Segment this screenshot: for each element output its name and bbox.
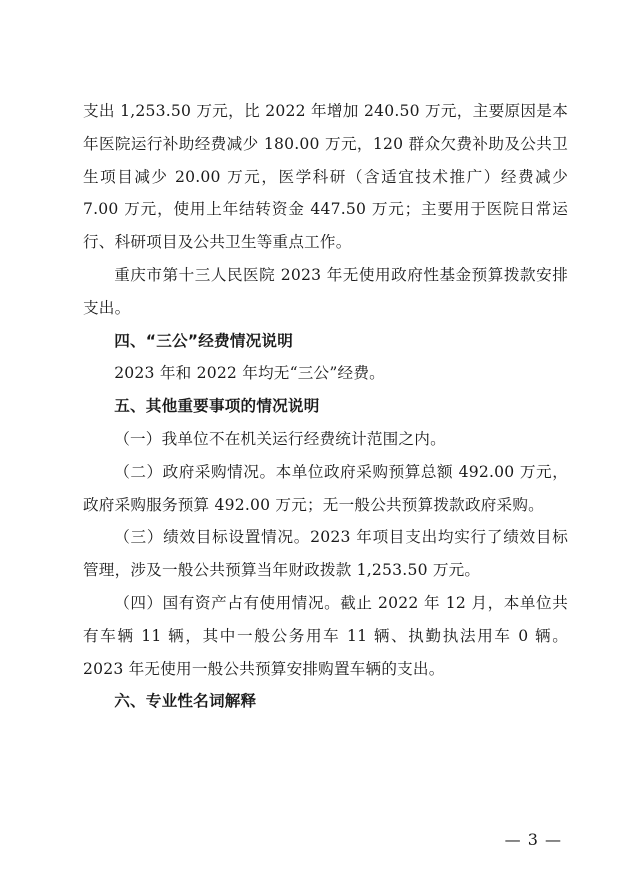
paragraph-government-procurement: （二）政府采购情况。本单位政府采购预算总额 492.00 万元，政府采购服务预算 492.00 万元；无一般公共预算拨款政府采购。 (83, 462, 568, 514)
paragraph-operating-expenses: （一）我单位不在机关运行经费统计范围之内。 (114, 429, 446, 448)
document-body (83, 95, 568, 718)
paragraph-three-public-expenses: 2023 年和 2022 年均无“三公”经费。 (114, 364, 385, 383)
heading-terminology: 六、专业性名词解释 (114, 692, 257, 711)
paragraph-state-assets: （四）国有资产占有使用情况。截止 2022 年 12 月，本单位共有车辆 11 辆，其中一般公务用车 11 辆、执勤执法用车 0 辆。2023 年无使用一般公共预算安排购置车辆的支出。 (83, 593, 568, 678)
paragraph-government-fund: 重庆市第十三人民医院 2023 年无使用政府性基金预算拨款安排支出。 (83, 265, 568, 317)
heading-other-matters: 五、其他重要事项的情况说明 (114, 397, 320, 416)
paragraph-expenditure-summary: 支出 1,253.50 万元，比 2022 年增加 240.50 万元，主要原因是本年医院运行补助经费减少 180.00 万元，120 群众欠费补助及公共卫生项目减少 20.00 万元，医学科研（含适宜技术推广）经费减少 7.00 万元，使用上年结转资金 447.50 万元；主要用于医院日常运行、科研项目及公共卫生等重点工作。 (83, 102, 568, 252)
page-number: — 3 — (504, 830, 562, 849)
paragraph-performance-targets: （三）绩效目标设置情况。2023 年项目支出均实行了绩效目标管理，涉及一般公共预算当年财政拨款 1,253.50 万元。 (83, 528, 568, 580)
heading-three-public-expenses: 四、“三公”经费情况说明 (114, 331, 294, 350)
